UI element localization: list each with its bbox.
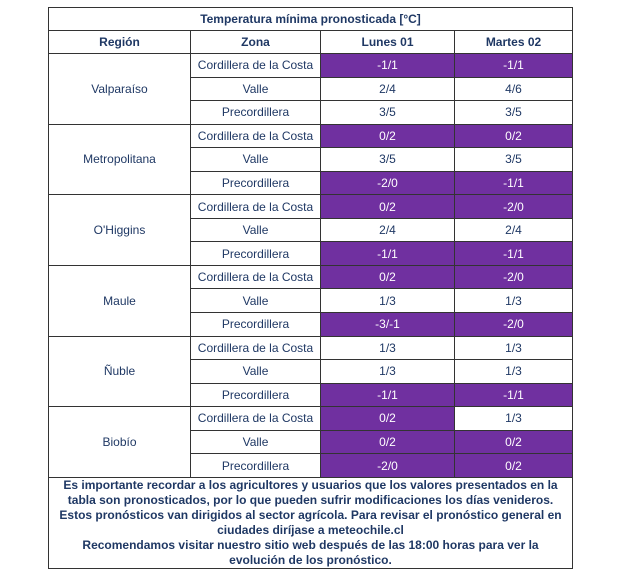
header-zona: Zona (191, 31, 321, 54)
note-line: Estos pronósticos van dirigidos al sector agrícola. Para revisar el pronóstico general en (59, 508, 562, 522)
zona-cell: Cordillera de la Costa (191, 265, 321, 289)
zona-cell: Valle (191, 289, 321, 313)
region-cell: Biobío (49, 407, 191, 478)
day2-value-cell: -1/1 (455, 171, 573, 195)
day2-value-cell: 1/3 (455, 407, 573, 431)
zona-cell: Cordillera de la Costa (191, 336, 321, 360)
day1-value-cell: 1/3 (321, 289, 455, 313)
day1-value-cell: -1/1 (321, 54, 455, 78)
day1-value-cell: -2/0 (321, 171, 455, 195)
day1-value-cell: 0/2 (321, 407, 455, 431)
day2-value-cell: 1/3 (455, 360, 573, 384)
header-region: Región (49, 31, 191, 54)
title-row (49, 8, 573, 31)
day1-value-cell: -1/1 (321, 383, 455, 407)
zona-cell: Precordillera (191, 171, 321, 195)
table-body (49, 54, 573, 478)
header-day1: Lunes 01 (321, 31, 455, 54)
day2-value-cell: 0/2 (455, 124, 573, 148)
zona-cell: Precordillera (191, 454, 321, 478)
note-line: tabla son pronosticados, por lo que pueden sufrir modificaciones los días venideros. (67, 493, 554, 507)
table-row (49, 195, 573, 219)
day1-value-cell: 0/2 (321, 430, 455, 454)
day2-value-cell: -1/1 (455, 54, 573, 78)
zona-cell: Valle (191, 218, 321, 242)
day2-value-cell: -2/0 (455, 195, 573, 219)
zona-cell: Valle (191, 148, 321, 172)
region-cell: O'Higgins (49, 195, 191, 266)
note-line: evolución de los pronóstico. (229, 553, 392, 567)
zona-cell: Valle (191, 430, 321, 454)
header-row (49, 31, 573, 54)
day1-value-cell: 2/4 (321, 77, 455, 101)
day2-value-cell: 0/2 (455, 454, 573, 478)
zona-cell: Cordillera de la Costa (191, 407, 321, 431)
note-row (49, 478, 573, 569)
table-row (49, 124, 573, 148)
day1-value-cell: 0/2 (321, 265, 455, 289)
table-title: Temperatura mínima pronosticada [°C] (49, 8, 573, 31)
header-day2: Martes 02 (455, 31, 573, 54)
zona-cell: Valle (191, 77, 321, 101)
day2-value-cell: 3/5 (455, 148, 573, 172)
region-cell: Valparaíso (49, 54, 191, 125)
min-temperature-table (48, 7, 573, 569)
table-row (49, 54, 573, 78)
day1-value-cell: -1/1 (321, 242, 455, 266)
note-line: Es importante recordar a los agricultores y usuarios que los valores presentados en la (63, 478, 558, 492)
day1-value-cell: -3/-1 (321, 313, 455, 337)
table-row (49, 265, 573, 289)
day1-value-cell: 1/3 (321, 336, 455, 360)
day1-value-cell: 1/3 (321, 360, 455, 384)
zona-cell: Precordillera (191, 101, 321, 125)
region-cell: Ñuble (49, 336, 191, 407)
day2-value-cell: -2/0 (455, 313, 573, 337)
note-line: ciudades diríjase a meteochile.cl (217, 523, 404, 537)
day2-value-cell: 1/3 (455, 336, 573, 360)
day1-value-cell: 0/2 (321, 195, 455, 219)
day2-value-cell: -1/1 (455, 242, 573, 266)
day1-value-cell: 3/5 (321, 148, 455, 172)
day1-value-cell: 0/2 (321, 124, 455, 148)
day2-value-cell: -1/1 (455, 383, 573, 407)
day2-value-cell: 3/5 (455, 101, 573, 125)
zona-cell: Valle (191, 360, 321, 384)
advisory-note (49, 478, 573, 569)
table-row (49, 336, 573, 360)
note-line: Recomendamos visitar nuestro sitio web después de las 18:00 horas para ver la (82, 538, 539, 552)
region-cell: Metropolitana (49, 124, 191, 195)
zona-cell: Cordillera de la Costa (191, 195, 321, 219)
day2-value-cell: 4/6 (455, 77, 573, 101)
region-cell: Maule (49, 265, 191, 336)
zona-cell: Cordillera de la Costa (191, 54, 321, 78)
day1-value-cell: 2/4 (321, 218, 455, 242)
day2-value-cell: 0/2 (455, 430, 573, 454)
zona-cell: Precordillera (191, 313, 321, 337)
day1-value-cell: -2/0 (321, 454, 455, 478)
day2-value-cell: 2/4 (455, 218, 573, 242)
day2-value-cell: -2/0 (455, 265, 573, 289)
day2-value-cell: 1/3 (455, 289, 573, 313)
zona-cell: Cordillera de la Costa (191, 124, 321, 148)
day1-value-cell: 3/5 (321, 101, 455, 125)
zona-cell: Precordillera (191, 242, 321, 266)
table-row (49, 407, 573, 431)
zona-cell: Precordillera (191, 383, 321, 407)
